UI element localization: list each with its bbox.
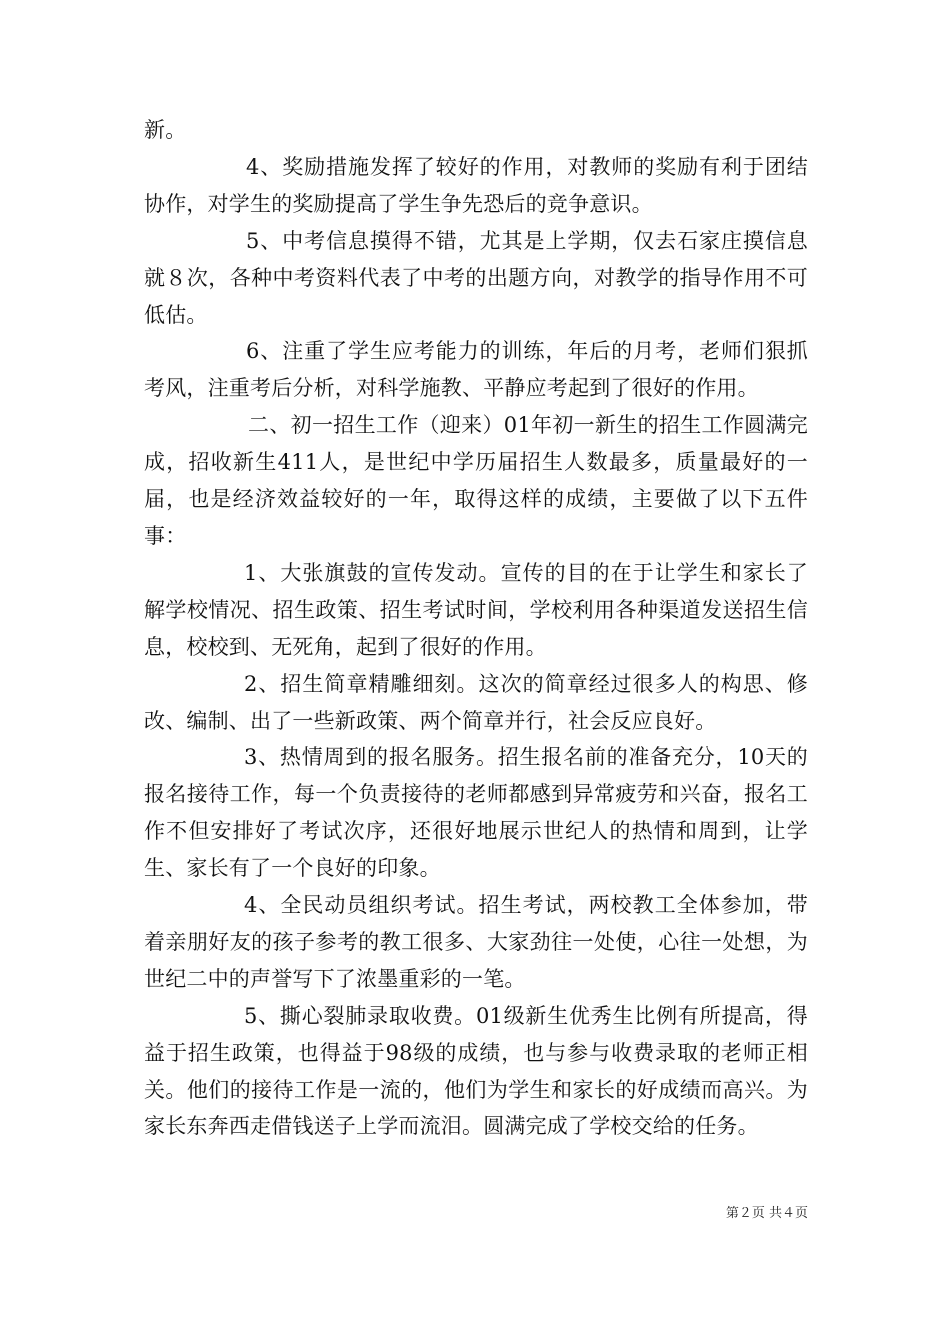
paragraph-enroll-item-2: 2、招生简章精雕细刻。这次的简章经过很多人的构思、修改、编制、出了一些新政策、两个简章并行，社会反应良好。 xyxy=(144,671,808,733)
paragraph-item-4-rewards: 4、奖励措施发挥了较好的作用，对教师的奖励有利于团结协作，对学生的奖励提高了学生争先恐后的竞争意识。 xyxy=(144,154,808,216)
paragraph-continuation: 新。 xyxy=(144,118,187,142)
paragraph-enroll-item-4: 4、全民动员组织考试。招生考试，两校教工全体参加，带着亲朋好友的孩子参考的教工很多、大家劲往一处使，心往一处想，为世纪二中的声誉写下了浓墨重彩的一笔。 xyxy=(144,893,808,991)
paragraph-enroll-item-1: 1、大张旗鼓的宣传发动。宣传的目的在于让学生和家长了解学校情况、招生政策、招生考试时间，学校利用各种渠道发送招生信息，校校到、无死角，起到了很好的作用。 xyxy=(144,560,808,659)
paragraph-item-5-exam-info: 5、中考信息摸得不错，尤其是上学期，仅去石家庄摸信息就８次，各种中考资料代表了中考的出题方向，对教学的指导作用不可低估。 xyxy=(144,228,808,327)
paragraph-enroll-item-5: 5、撕心裂肺录取收费。01级新生优秀生比例有所提高，得益于招生政策，也得益于98级的成绩，也与参与收费录取的老师正相关。他们的接待工作是一流的，他们为学生和家长的好成绩而高兴。为家长东奔西走借钱送子上学而流泪。圆满完成了学校交给的任务。 xyxy=(144,1003,808,1139)
paragraph-enroll-item-3: 3、热情周到的报名服务。招生报名前的准备充分，10天的报名接待工作，每一个负责接待的老师都感到异常疲劳和兴奋，报名工作不但安排好了考试次序，还很好地展示世纪人的热情和周到，让学生、家长有了一个良好的印象。 xyxy=(144,745,808,881)
page-number: 第２页 共４页 xyxy=(725,1206,808,1221)
paragraph-section-2-enrollment: 二、初一招生工作（迎来）01年初一新生的招生工作圆满完成，招收新生411人，是世纪中学历届招生人数最多，质量最好的一届，也是经济效益较好的一年，取得这样的成绩，主要做了以下五件事： xyxy=(144,413,808,548)
paragraph-item-6-exam-skills: 6、注重了学生应考能力的训练，年后的月考，老师们狠抓考风，注重考后分析，对科学施教、平静应考起到了很好的作用。 xyxy=(144,339,808,401)
document-body xyxy=(144,112,808,1145)
